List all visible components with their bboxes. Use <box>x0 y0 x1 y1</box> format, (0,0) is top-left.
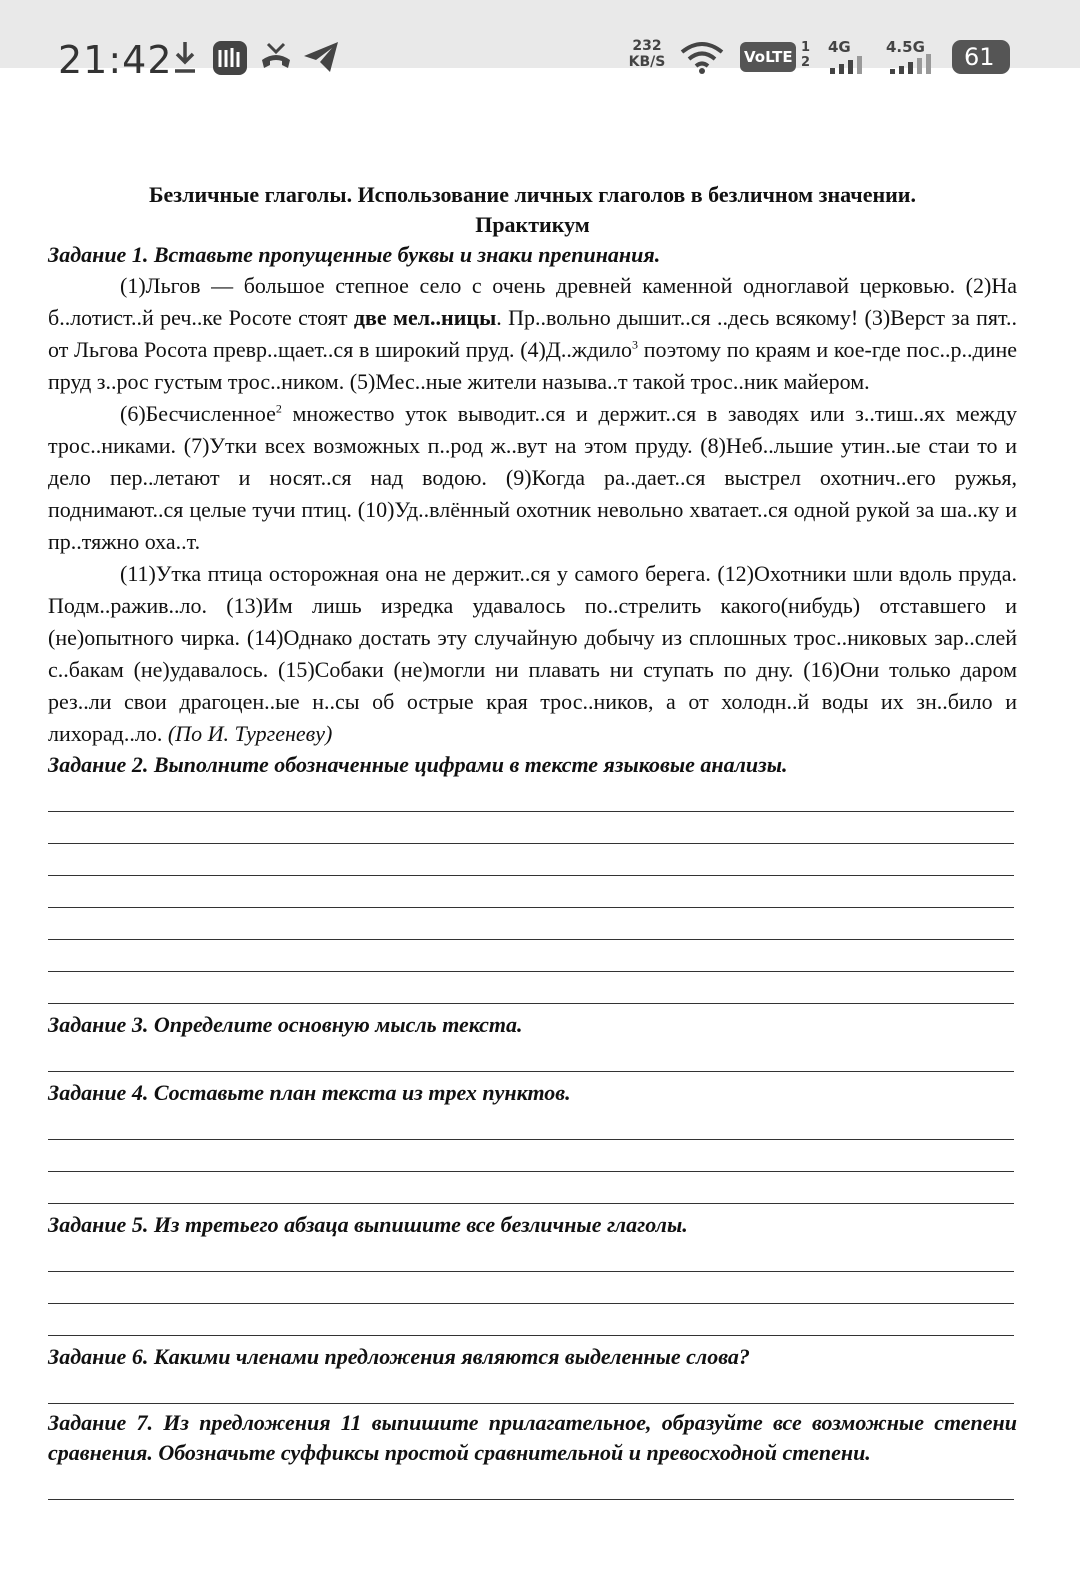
network-type-2: 4.5G <box>886 38 925 56</box>
wifi-icon <box>680 40 724 74</box>
answer-line[interactable] <box>48 812 1014 844</box>
sim-bottom: 2 <box>801 55 811 70</box>
paragraph-2-text-b: множество уток выводит..ся и держит..ся в заводях или з..тиш..ях между трос..никами. (7)Утки всех возможных п..род ж..вут на этом пруду. (8)Неб..льшие утин..ые стаи то и дело пер..летают и носят..ся над водою. (9)Когда ра..дает..ся выстрел охотнич..его ружья, поднимают..ся целые тучи птиц. (10)Уд..влённый охотник невольно хватает..ся одной рукой за ша..ку и пр..тяжно оха..т. <box>48 401 1017 554</box>
paragraph-3 <box>48 558 1017 750</box>
sim-indicator <box>801 40 810 70</box>
task-4-answer-area <box>48 1108 1017 1204</box>
task-6-answer-area <box>48 1372 1017 1404</box>
answer-line[interactable] <box>48 876 1014 908</box>
download-icon <box>172 40 198 74</box>
title-line-1: Безличные глаголы. Использование личных глаголов в безличном значении. <box>148 182 916 207</box>
analysis-mark-2: 2 <box>275 401 282 416</box>
paragraph-1-text-a: (1)Льгов — большое степное село с очень древней каменной одноглавой церковью. (2)На б..лотист..й реч..ке Росоте стоят <box>48 273 1017 330</box>
source-attribution: (По И. Тургеневу) <box>167 721 333 746</box>
task-4-heading: Задание 4. Составьте план текста из трех пунктов. <box>48 1080 571 1105</box>
volte-badge <box>740 42 796 72</box>
task-1-heading: Задание 1. Вставьте пропущенные буквы и знаки препинания. <box>48 242 661 267</box>
task-2-answer-area <box>48 780 1017 1004</box>
title-line-2: Практикум <box>475 212 590 237</box>
answer-line[interactable] <box>48 908 1014 940</box>
paragraph-3-text: (11)Утка птица осторожная она не держит..ся у самого берега. (12)Охотники шли вдоль пруда. Подм..ражив..ло. (13)Им лишь изредка удавалось по..стрелить какого(нибудь) отставшего и (не)опытного чирка. (14)Однако достать эту случайную добычу из сплошных трос..никовых зар..слей с..бакам (не)удавалось. (15)Собаки (не)могли ни плавать ни ступать по дну. (16)Они только даром рез..ли свои драгоцен..ые н..сы об острые края трос..ников, а от холодн..й воды их зн..било и лихорад..ло. <box>48 561 1017 746</box>
signal-icon-2 <box>888 54 938 74</box>
status-bar <box>0 0 1080 82</box>
answer-line[interactable] <box>48 1304 1014 1336</box>
answer-line[interactable] <box>48 1240 1014 1272</box>
answer-line[interactable] <box>48 1272 1014 1304</box>
paragraph-2 <box>48 398 1017 558</box>
answer-line[interactable] <box>48 844 1014 876</box>
task-2-heading: Задание 2. Выполните обозначенные цифрами в тексте языковые анализы. <box>48 752 788 777</box>
signal-icon <box>828 54 868 74</box>
task-6-heading: Задание 6. Какими членами предложения являются выделенные слова? <box>48 1344 750 1369</box>
highlighted-words: две мел..ницы <box>353 305 497 330</box>
speed-value: 232 <box>632 38 662 54</box>
answer-line[interactable] <box>48 1140 1014 1172</box>
paragraph-1 <box>48 270 1017 398</box>
volte-label: VoLTE <box>744 48 793 66</box>
clock: 21:42 <box>58 38 173 82</box>
task-7-answer-area <box>48 1468 1017 1500</box>
task-3-answer-area <box>48 1040 1017 1072</box>
answer-line[interactable] <box>48 1040 1014 1072</box>
battery-icon <box>952 40 1010 74</box>
paragraph-1-text-b: . Пр..вольно дышит..ся ..десь всякому! (3)Верст за пят.. от Льгова Росота превр..щает..ся в широкий пруд. (4)Д..ждило <box>48 305 1017 362</box>
telegram-icon <box>302 40 340 74</box>
answer-line[interactable] <box>48 1108 1014 1140</box>
paragraph-2-text-a: (6)Бесчисленное <box>120 401 276 426</box>
battery-level: 61 <box>964 43 995 71</box>
answer-line[interactable] <box>48 972 1014 1004</box>
speed-unit: KB/S <box>628 54 666 70</box>
answer-line[interactable] <box>48 1172 1014 1204</box>
task-5-heading: Задание 5. Из третьего абзаца выпишите все безличные глаголы. <box>48 1212 688 1237</box>
sim-top: 1 <box>801 40 811 55</box>
answer-line[interactable] <box>48 780 1014 812</box>
network-type-1: 4G <box>828 38 851 56</box>
analysis-mark-3: 3 <box>632 337 639 352</box>
missed-call-icon <box>258 40 294 74</box>
answer-line[interactable] <box>48 1372 1014 1404</box>
task-5-answer-area <box>48 1240 1017 1336</box>
task-7-heading: Задание 7. Из предложения 11 выпишите прилагательное, образуйте все возможные степени сравнения. Обозначьте суффиксы простой сравнительной и превосходной степени. <box>48 1410 1017 1465</box>
task-3-heading: Задание 3. Определите основную мысль текста. <box>48 1012 523 1037</box>
worksheet <box>48 180 1017 1500</box>
paragraph-1-text-c: поэтому по краям и кое-где пос..р..дине пруд з..рос густым трос..ником. (5)Мес..ные жители называ..т такой трос..ник майером. <box>48 337 1017 394</box>
network-speed <box>628 38 666 70</box>
answer-line[interactable] <box>48 1468 1014 1500</box>
book-icon <box>212 40 248 76</box>
answer-line[interactable] <box>48 940 1014 972</box>
